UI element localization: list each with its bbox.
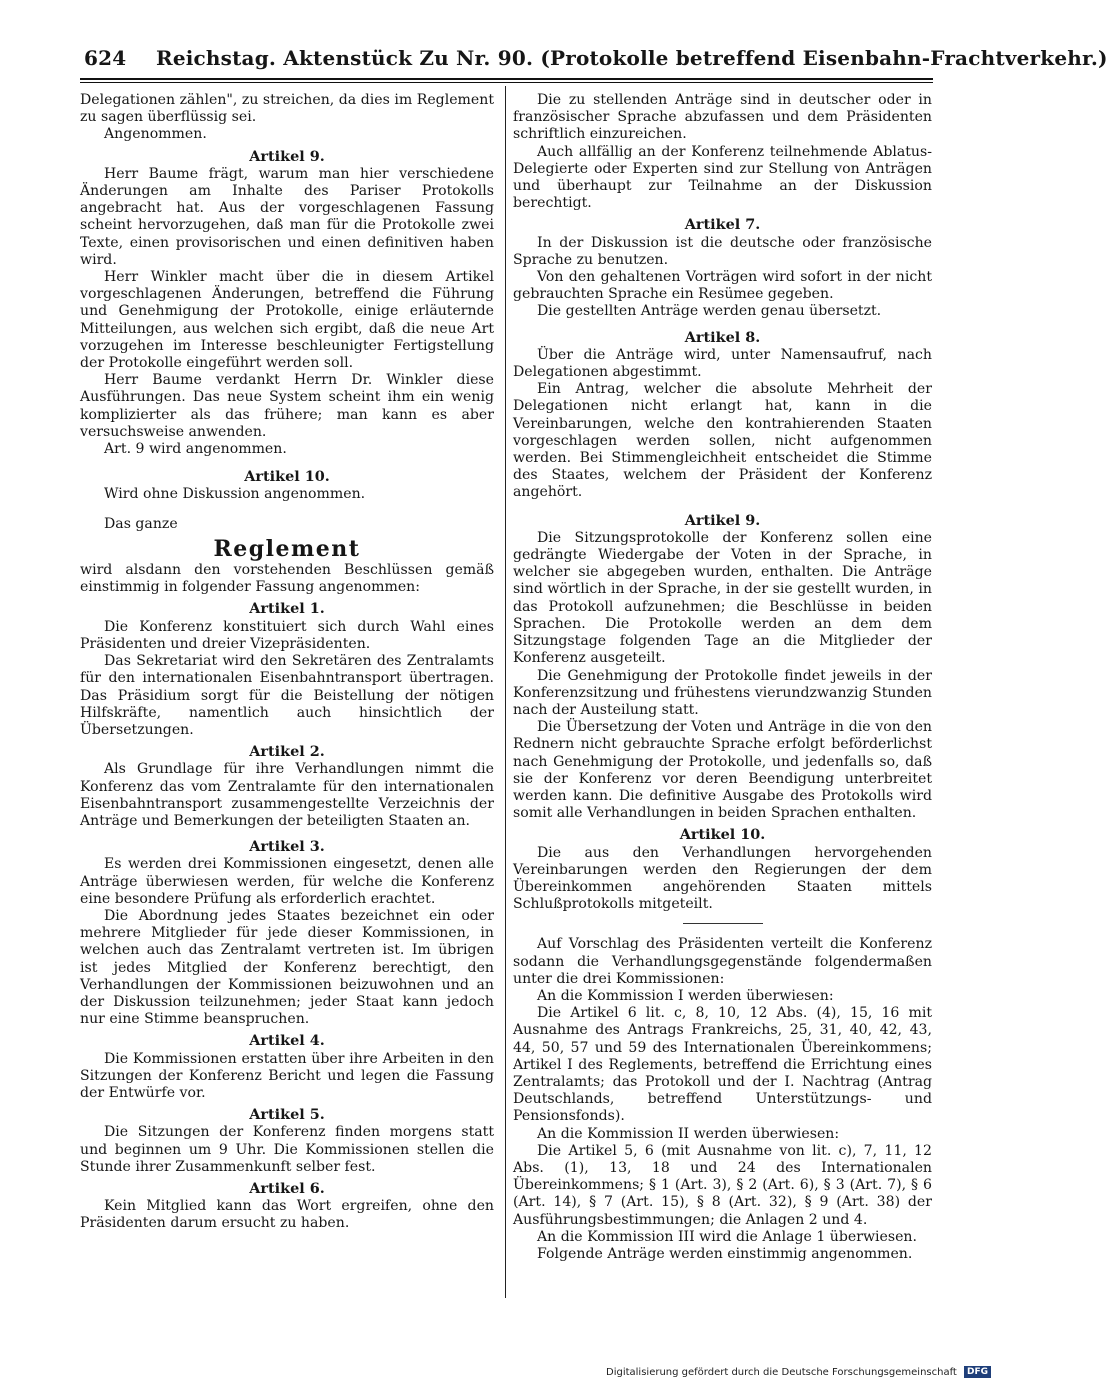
article-heading: Artikel 6. <box>249 1179 325 1197</box>
paragraph: Als Grundlage für ihre Verhandlungen nimmt die Konferenz das vom Zentralamte für den internationalen Eisenbahntransport zusammengestellte Verzeichnis der Anträge und Bemerkungen der beteiligten Staaten an. <box>80 761 494 829</box>
article-heading: Artikel 10. <box>679 826 766 844</box>
paragraph: Delegationen zählen", zu streichen, da dies im Reglement zu sagen überflüssig sei. <box>80 92 494 126</box>
paragraph: Von den gehaltenen Vorträgen wird sofort in der nicht gebrauchten Sprache ein Resümee gegeben. <box>513 269 932 303</box>
paragraph: Die Genehmigung der Protokolle findet jeweils in der Konferenzsitzung und frühestens vierundzwanzig Stunden nach der Austeilung statt. <box>513 667 932 718</box>
article-heading: Artikel 7. <box>684 216 761 234</box>
paragraph: Kein Mitglied kann das Wort ergreifen, ohne den Präsidenten darum ersucht zu haben. <box>80 1198 494 1232</box>
dfg-logo: DFG <box>964 1366 991 1378</box>
article-heading: Artikel 5. <box>249 1106 325 1124</box>
paragraph: Die Sitzungsprotokolle der Konferenz sollen eine gedrängte Wiedergabe der Voten in der Sprache, in welcher sie abgegeben wurden, enthalten. Die Anträge sind wörtlich in der Sprache, in der sie gestellt wurden, in das Protokoll aufzunehmen; die Beschlüsse in beiden Sprachen. Die Protokolle werden an dem dem Sitzungstage folgenden Tage an die Mitglieder der Konferenz ausgeteilt. <box>513 529 932 667</box>
article-heading: Artikel 2. <box>249 743 325 761</box>
article-heading: Artikel 3. <box>249 838 325 856</box>
column-separator <box>505 86 506 1298</box>
paragraph: An die Kommission I werden überwiesen: <box>537 987 834 1004</box>
paragraph: Das ganze <box>104 515 178 532</box>
section-heading: Reglement <box>213 535 361 562</box>
paragraph: Die aus den Verhandlungen hervorgehenden Vereinbarungen werden den Regierungen der dem Übereinkommen angehörenden Staaten mittels Schlußprotokolls mitgeteilt. <box>513 844 932 913</box>
page-number: 624 <box>84 46 127 70</box>
left-column <box>80 92 494 1233</box>
paragraph: Die zu stellenden Anträge sind in deutscher oder in französischer Sprache abzufassen und dem Präsidenten schriftlich einzureichen. <box>513 92 932 143</box>
article-heading: Artikel 9. <box>684 511 761 529</box>
paragraph: Angenommen. <box>104 126 207 143</box>
article-heading: Artikel 4. <box>249 1032 325 1050</box>
paragraph: wird alsdann den vorstehenden Beschlüssen gemäß einstimmig in folgender Fassung angenommen: <box>80 562 494 596</box>
paragraph: Die Artikel 5, 6 (mit Ausnahme von lit. c), 7, 11, 12 Abs. (1), 13, 18 und 24 des Internationalen Übereinkommens; § 1 (Art. 3), § 2 (Art. 6), § 3 (Art. 7), § 6 (Art. 14), § 7 (Art. 15), § 8 (Art. 32), § 9 (Art. 38) der Ausführungsbestimmungen; die Anlagen 2 und 4. <box>513 1142 932 1228</box>
paragraph: Die Kommissionen erstatten über ihre Arbeiten in den Sitzungen der Konferenz Bericht und legen die Fassung der Entwürfe vor. <box>80 1050 494 1101</box>
paragraph: Es werden drei Kommissionen eingesetzt, denen alle Anträge überwiesen werden, für welche die Konferenz eine besondere Prüfung als erforderlich erachtet. <box>80 856 494 907</box>
paragraph: Herr Winkler macht über die in diesem Artikel vorgeschlagenen Änderungen, betreffend die Führung und Genehmigung der Protokolle, einige erläuternde Mitteilungen, aus welchen sich ergibt, daß die neue Art vorzugehen im Interesse beschleunigter Fertigstellung der Protokolle eingeführt werden soll. <box>80 269 494 372</box>
paragraph: Über die Anträge wird, unter Namensaufruf, nach Delegationen abgestimmt. <box>513 346 932 381</box>
paragraph: Das Sekretariat wird den Sekretären des Zentralamts für den internationalen Eisenbahntransport übertragen. Das Präsidium sorgt für die Beistellung der nötigen Hilfskräfte, namentlich auch hinsichtlich der Übersetzungen. <box>80 653 494 738</box>
paragraph: Die Sitzungen der Konferenz finden morgens statt und beginnen um 9 Uhr. Die Kommissionen stellen die Stunde ihrer Zusammenkunft selber fest. <box>80 1124 494 1175</box>
header-rule <box>80 78 933 80</box>
paragraph: Die Konferenz konstituiert sich durch Wahl eines Präsidenten und dreier Vizepräsidenten. <box>80 618 494 652</box>
paragraph: Die Artikel 6 lit. c, 8, 10, 12 Abs. (4), 15, 16 mit Ausnahme des Antrags Frankreichs, 25, 31, 40, 42, 43, 44, 50, 57 und 59 des Internationalen Übereinkommens; Artikel I des Reglements, betreffend die Errichtung eines Zentralamts; das Protokoll und der I. Nachtrag (Antrag Deutschlands, betreffend Unterstützungs- und Pensionsfonds). <box>513 1005 932 1125</box>
right-column <box>513 92 932 1263</box>
article-heading: Artikel 8. <box>684 328 761 346</box>
paragraph: Die Abordnung jedes Staates bezeichnet ein oder mehrere Mitglieder für jede dieser Kommissionen, in welchen auch das Zentralamt vertreten ist. Im übrigen ist jedes Mitglied der Konferenz berechtigt, den Verhandlungen der Kommissionen beizuwohnen und an der Diskussion teilzunehmen; jeder Staat kann jedoch nur eine Stimme beanspruchen. <box>80 907 494 1028</box>
footer-text: Digitalisierung gefördert durch die Deutsche Forschungsgemeinschaft <box>606 1367 957 1378</box>
paragraph: Herr Baume verdankt Herrn Dr. Winkler diese Ausführungen. Das neue System scheint ihm ein wenig komplizierter als das frühere; man kann es aber versuchsweise anwenden. <box>80 372 494 440</box>
article-heading: Artikel 1. <box>249 600 325 618</box>
section-divider <box>683 923 763 924</box>
paragraph: Ein Antrag, welcher die absolute Mehrheit der Delegationen nicht erlangt hat, kann in die Vereinbarungen, welche den kontrahierenden Staaten vorgeschlagen werden sollen, nicht aufgenommen werden. Bei Stimmengleichheit entscheidet die Stimme des Staates, welchem der Präsident der Konferenz angehört. <box>513 381 932 501</box>
paragraph: Auf Vorschlag des Präsidenten verteilt die Konferenz sodann die Verhandlungsgegenstände folgendermaßen unter die drei Kommissionen: <box>513 936 932 987</box>
paragraph: Die Übersetzung der Voten und Anträge in die von den Rednern nicht gebrauchte Sprache erfolgt beförderlichst nach Genehmigung der Protokolle, und jedenfalls so, daß sie der Konferenz vor deren Beendigung unterbreitet werden kann. Die definitive Ausgabe des Protokolls wird somit alle Verhandlungen in beiden Sprachen enthalten. <box>513 719 932 822</box>
paragraph: Wird ohne Diskussion angenommen. <box>104 486 366 503</box>
paragraph: An die Kommission II werden überwiesen: <box>537 1125 840 1142</box>
header-rule-thin <box>80 82 933 83</box>
paragraph: Art. 9 wird angenommen. <box>104 441 287 458</box>
paragraph: In der Diskussion ist die deutsche oder französische Sprache zu benutzen. <box>513 234 932 268</box>
paragraph: Die gestellten Anträge werden genau übersetzt. <box>537 303 882 320</box>
page-header <box>84 46 1108 76</box>
paragraph: Folgende Anträge werden einstimmig angenommen. <box>537 1246 913 1262</box>
digitization-footer <box>606 1366 994 1380</box>
article-heading: Artikel 9. <box>249 147 325 165</box>
running-title: Reichstag. Aktenstück Zu Nr. 90. (Protokolle betreffend Eisenbahn-Frachtverkehr.) <box>156 46 1108 70</box>
spacer <box>80 504 494 516</box>
paragraph: Herr Baume frägt, warum man hier verschiedene Änderungen am Inhalte des Pariser Protokolls angebracht hat. Aus der vorgeschlagenen Fassung scheint hervorzugehen, daß man für die Protokolle zwei Texte, einen provisorischen und einen definitiven haben wird. <box>80 165 494 268</box>
paragraph: Auch allfällig an der Konferenz teilnehmende Ablatus-Delegierte oder Experten sind zur Stellung von Anträgen und überhaupt zur Teilnahme an der Diskussion berechtigt. <box>513 143 932 212</box>
article-heading: Artikel 10. <box>244 468 330 486</box>
paragraph: An die Kommission III wird die Anlage 1 überwiesen. <box>537 1228 917 1245</box>
